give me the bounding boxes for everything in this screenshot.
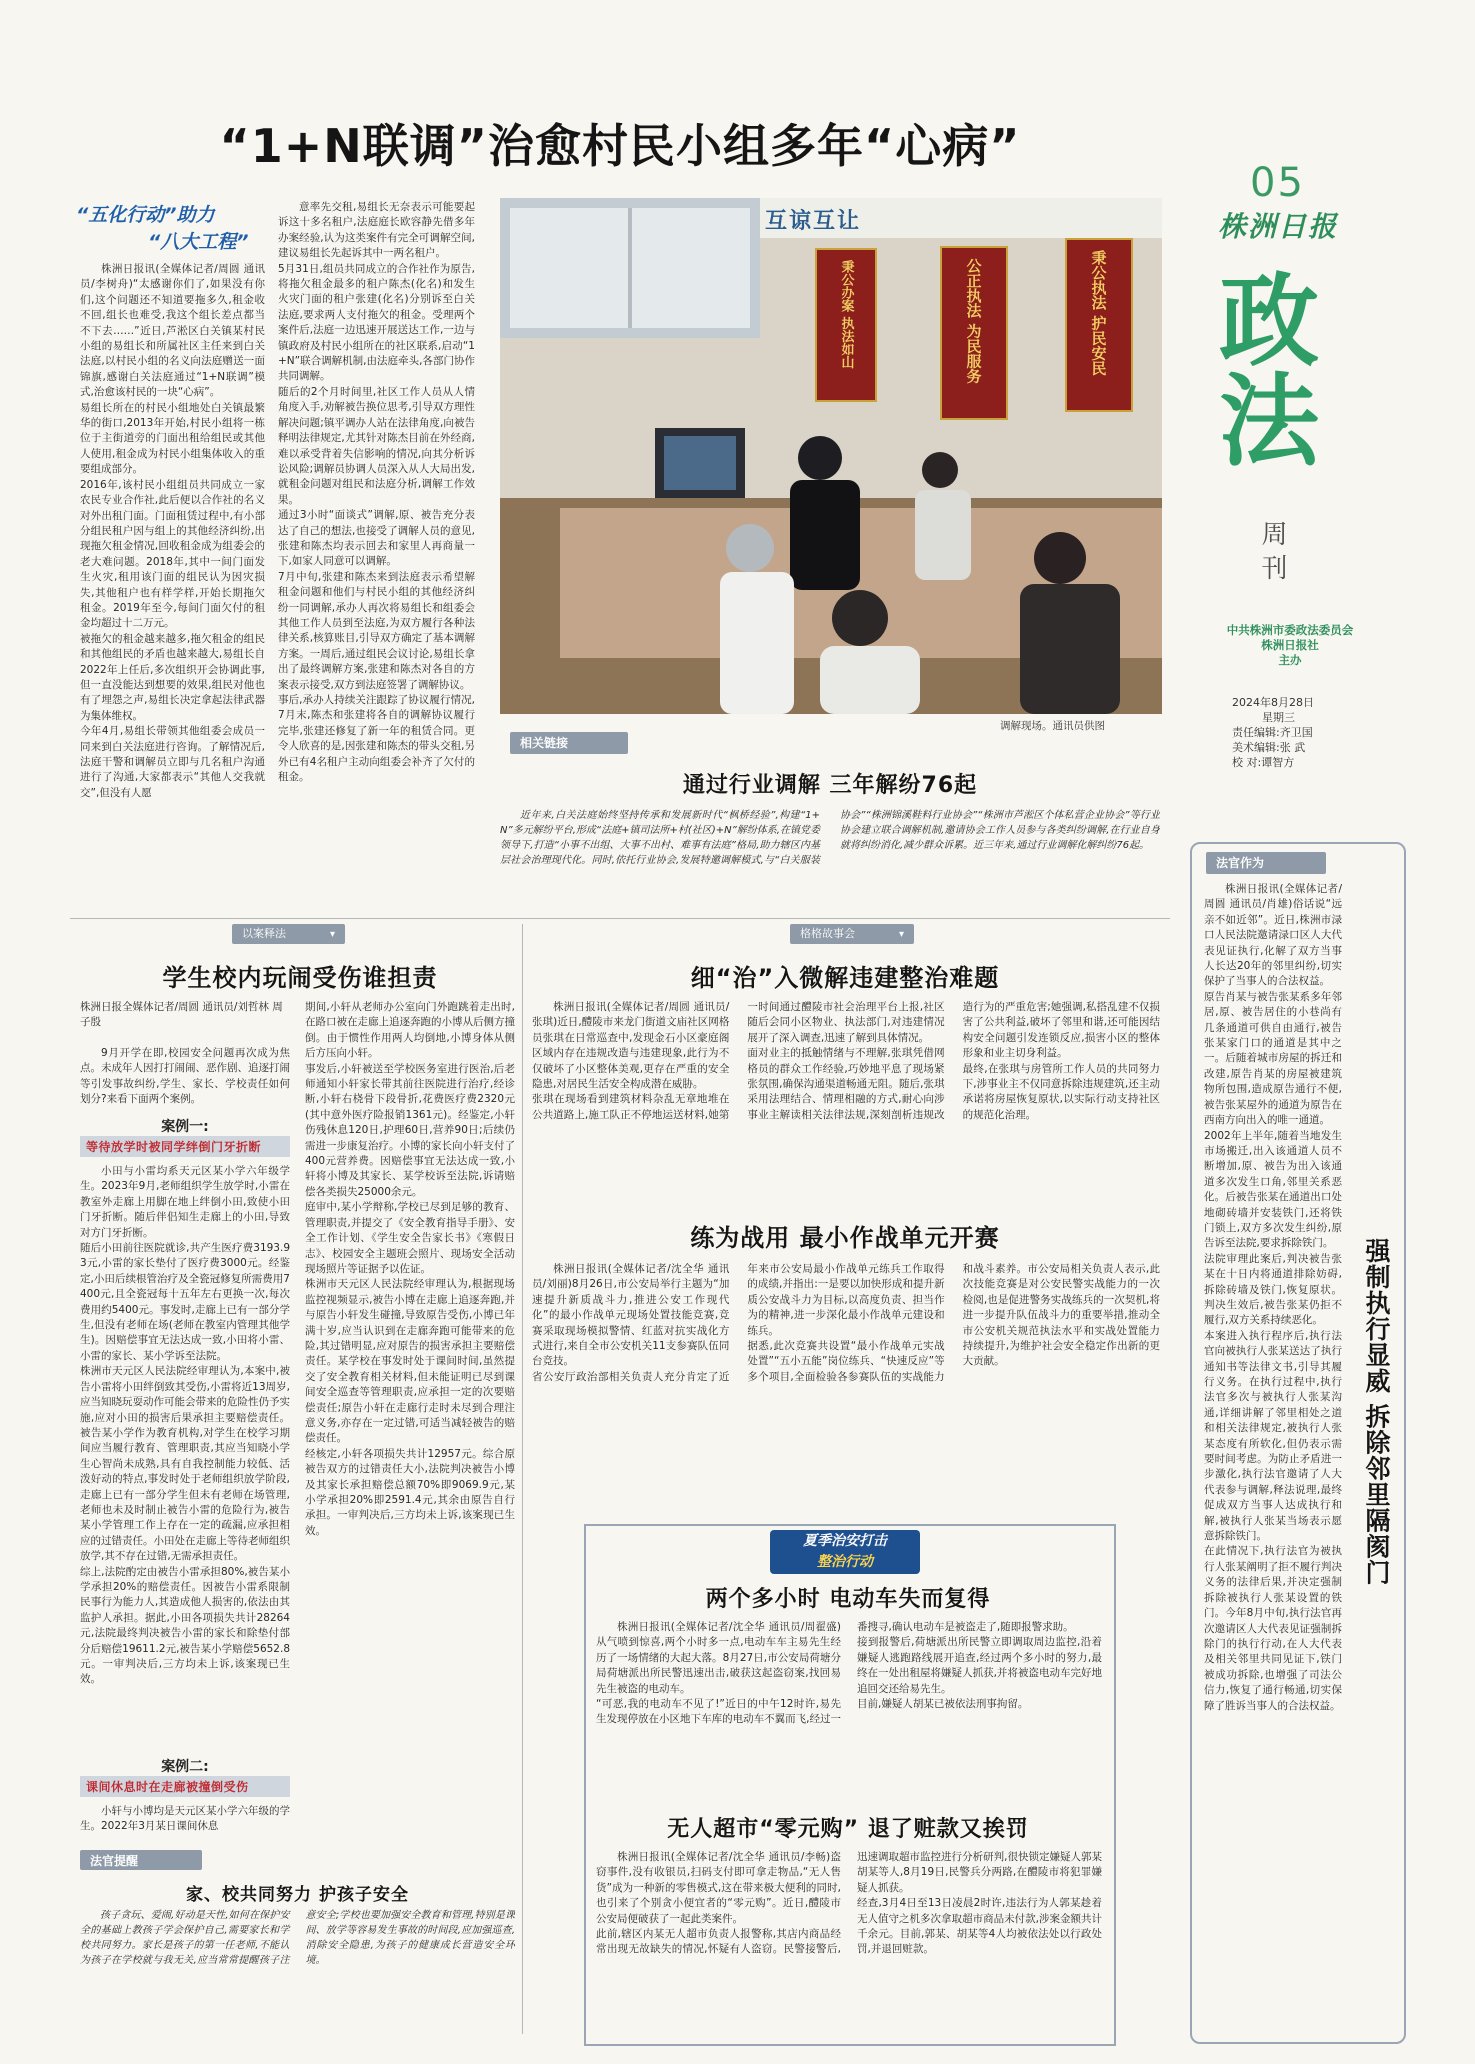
case1-label: 案例一: [161,1119,209,1135]
campaign-headline-2: 无人超市“零元购” 退了赃款又挨罚 [667,1817,1029,1842]
section-subtitle: 周刊 [1257,520,1287,588]
right-column-body: 株洲日报讯(全媒体记者/周圆 通讯员/肖雄)俗话说“远亲不如近邻”。近日,株洲市渌口人民法院邀请渌口区人大代表见证执行,化解了双方当事人长达20年的邻里纠纷,切实保护了当事人的合法权益。 原告肖某与被告张某系多年邻居,原、被告居住的小巷尚有几条通道可供自由通行,被告张某家门口的通道是其中之一。后随着城市房屋的拆迁和改建,原告肖某的房屋被建筑物所包围,造成原告通行不便,被告张某屋外的通道为原告在西南方向出入的唯一通道。 2002年上半年,随着当地发生市场搬迁,出入该通道人员不断增加,原、被告为出入该通道多次发生口角,邻里关系恶化。后被告张某在通道出口处地砌砖墙并安装铁门,还将铁门锁上,双方多次发生纠纷,原告诉至法院,要求拆除铁门。 法院审理此案后,判决被告张某在十日内将通道排除妨碍,拆除砖墙及铁门,恢复原状。判决生效后,被告张某仍拒不履行,双方关系持续恶化。 本案进入执行程序后,执行法官向被执行人张某送达了执行通知书等法律文书,引导其履行义务。在执行过程中,执行法官多次与被执行人张某沟通,详细讲解了邻里相处之道和相关法律规定,被执行人张某态度有所软化,但仍表示需要时间考虑。为防止矛盾进一步激化,执行法官邀请了人大代表参与调解,释法说理,最终促成双方当事人达成执行和解,被执行人张某当场表示愿意拆除铁门。 在此情况下,执行法官为被执行人张某阐明了拒不履行判决义务的法律后果,并决定强制拆除被执行人张某设置的铁门。今年8月中旬,执行法官再次邀请区人大代表见证强制拆除门的执行行动,在人大代表及相关邻里共同见证下,铁门被成功拆除,也增强了司法公信力,恢复了通行畅通,切实保障了胜诉当事人的合法权益。 [1204,883,1342,1712]
case-study-byline: 株洲日报全媒体记者/周圆 通讯员/刘哲林 周子殷 [80,1001,283,1028]
case-study-column-2: 期间,小轩从老师办公室向门外跑跳着走出时,在路口被在走廊上追逐奔跑的小博从后侧方撞倒。由于惯性作用两人均倒地,小博身体从侧后方压向小轩。 事发后,小轩被送至学校医务室进行医治,后老师通知小轩家长带其前往医院进行治疗,经诊断,小轩右桡骨下段骨折,花费医疗费2320元(其中意外医疗险报销1361元)。经鉴定,小轩伤残休息120日,护理60日,营养90日;后续仍需进一步康复治疗。小博的家长向小轩支付了400元营养费。因赔偿事宜无法达成一致,小轩将小博及其家长、某学校诉至法院,诉请赔偿各类损失25000余元。 庭审中,某小学辩称,学校已尽到足够的教育、管理职责,并提交了《安全教育指导手册》、安全工作计划、《学生安全告家长书》《寒假日志》、校园安全主题班会照片、现场安全活动现场照片等证据予以佐证。 株洲市天元区人民法院经审理认为,根据现场监控视频显示,被告小博在走廊上追逐奔跑,并与原告小轩发生碰撞,导致原告受伤,小博已年满十岁,应当认识到在走廊奔跑可能带来的危险,其过错明显,应对原告的损害承担主要赔偿责任。某学校在事发时处于课间时间,虽然提交了安全教育相关材料,但未能证明已尽到课间安全巡查等管理职责,应承担一定的次要赔偿责任;原告小轩在走廊行走时未尽到合理注意义务,亦存在一定过错,可适当减轻被告的赔偿责任。 经核定,小轩各项损失共计12957元。综合原被告双方的过错责任大小,法院判决被告小博及其家长承担赔偿总额70%即9069.9元,某小学承担20%即2591.4元,其余由原告自行承担。一审判决后,三方均未上诉,该案现已生效。 [305,1001,515,1537]
story2-headline: 细“治”入微解违建整治难题 [690,964,1000,992]
paper-name: 株洲日报 [1218,210,1339,243]
related-link-tag [510,732,628,754]
photo-caption: 调解现场。通讯员供图 [1000,720,1105,732]
law-tip-headline: 家、校共同努力 护孩子安全 [186,1885,409,1905]
right-column-headline: 强制执行显威 拆除邻里隔阂门 [1362,1238,1391,1586]
sponsor-line: 株洲日报社 [1261,638,1319,652]
pennant-text: 秉公办案 执法如山 [838,260,854,369]
story3-body: 株洲日报讯(全媒体记者/沈全华 通讯员/刘丽)8月26日,市公安局举行主题为“加速提升新质战斗力,推进公安工作现代化”的最小作战单元现场处置技能竞赛,竞赛采取现场模拟警情、红蓝对抗实战化方式进行,来自全市公安机关11支参赛队伍同台竞技。 省公安厅政治部相关负责人充分肯定了近年来市公安局最小作战单元练兵工作取得的成绩,并指出:一是要以加快形成和提升新质公安战斗力为目标,以高度负责、担当作为的精神,进一步深化最小作战单元建设和练兵。 据悉,此次竞赛共设置“最小作战单元实战处置”“五小五能”岗位练兵、“快速反应”等多个项目,全面检验各参赛队伍的实战能力和战斗素养。市公安局相关负责人表示,此次技能竞赛是对公安民警实战能力的一次检阅,也是促进警务实战练兵的一次契机,将进一步提升队伍战斗力的重要举措,推动全市公安机关规范执法水平和实战处置能力持续提升,为维护社会安全稳定作出新的更大贡献。 [532,1263,1160,1383]
pennant-text: 公正执法 为民服务 [964,258,983,384]
campaign-badge [76,200,266,258]
proofreader: 校 对:谭智方 [1232,756,1295,769]
page-number: 05 [1250,160,1305,206]
column-divider [522,924,523,2034]
lead-column-2: 意率先交租,易组长无奈表示可能要起诉这十多名租户,法庭庭长欧容静先借多年办案经验,认为这类案件有完全可调解空间,建议易组长先起诉其中一两名租户。 5月31日,组员共同成立的合作社作为原告,将拖欠租金最多的租户陈杰(化名)和发生火灾门面的租户张建(化名)分别诉至白关法庭,要求两人支付拖欠的租金。受理两个案件后,法庭一边迅速开展送达工作,一边与镇政府及村民小组所在的社区联系,启动“1+N”联合调解机制,由法庭牵头,各部门协作共同调解。 随后的2个月时间里,社区工作人员从人情角度入手,劝解被告换位思考,引导双方理性解决问题;镇平调办人站在法律角度,向被告释明法律规定,尤其针对陈杰目前在外经商,难以承受背着失信影响的情况,向其分析诉讼风险;调解员协调人员深入从人大局出发,就租金问题对组民和法庭分析,调解工作效果。 通过3小时“面谈式”调解,原、被告充分表达了自己的想法,也接受了调解人员的意见,张建和陈杰均表示回去和家里人再商量一下,如家人同意可以调解。 7月中旬,张建和陈杰来到法庭表示希望解租金问题和他们与村民小组的其他经济纠纷一同调解,承办人再次将易组长和组委会其他工作人员到至法庭,为双方履行各种法律关系,核算账目,引导双方确定了基本调解方案。一周后,通过组民会议讨论,易组长拿出了最终调解方案,张建和陈杰对各自的方案表示接受,双方到法庭签署了调解协议。 事后,承办人持续关注跟踪了协议履行情况,7月末,陈杰和张建将各自的调解协议履行完毕,张建还修复了新一年的租赁合同。更令人欣喜的是,因张建和陈杰的带头交租,另外已有4名租户主动向组委会补齐了欠付的租金。 [278,201,475,784]
pennant-text: 秉公执法 护民安民 [1089,250,1108,376]
case2-body-start: 小轩与小博均是天元区某小学六年级的学生。2022年3月某日课间休息 [80,1805,290,1833]
campaign-body-2: 株洲日报讯(全媒体记者/沈全华 通讯员/李畅)盗窃事件,没有收银员,扫码支付即可拿走物品,“无人售货”成为一种新的零售模式,这在带来极大便利的同时,也引来了个别贪小便宜者的“零元购”。近日,醴陵市公安局便破获了一起此类案件。 此前,辖区内某无人超市负责人报警称,其店内商品经常出现无故缺失的情况,怀疑有人盗窃。民警接警后,迅速调取超市监控进行分析研判,很快锁定嫌疑人郭某胡某等人,8月19日,民警兵分两路,在醴陵市将犯罪嫌疑人抓获。 经查,3月4日至13日凌晨2时许,违法行为人郭某趁着无人值守之机多次拿取超市商品未付款,涉案金额共计千余元。目前,郭某、胡某等4人均被依法处以行政处罚,并退回赃款。 [596,1851,1102,1956]
section-divider [70,918,1170,919]
lead-headline: “1+N联调”治愈村民小组多年“心病” [219,119,1021,173]
case-study-intro: 9月开学在即,校园安全问题再次成为焦点。未成年人因打打闹闹、恶作剧、追逐打闹等引发事故纠纷,学生、家长、学校责任如何划分?来看下面两个案例。 [80,1047,290,1106]
case2-title-bar: 课间休息时在走廊被撞倒受伤 [80,1776,290,1797]
campaign-banner-line: 夏季治安打击 [803,1533,887,1549]
badge-line: “八大工程” [148,231,249,253]
campaign-banner [770,1530,920,1574]
case-study-headline: 学生校内玩闹受伤谁担责 [162,964,438,992]
campaign-banner-line: 整治行动 [817,1554,873,1570]
related-body: 近年来,白关法庭始终坚持传承和发展新时代“枫桥经验”,构建“1+N”多元解纷平台,形成“法庭+镇司法所+村(社区)+N”解纷体系,在镇党委领导下,打造“小事不出组、大事不出村、难事有法庭”格局,助力辖区内基层社会治理现代化。同时,依托行业协会,发展特邀调解模式,与“白关服装协会”“株洲锦溪鞋料行业协会”“株洲市芦淞区个体私营企业协会”等行业协会建立联合调解机制,邀请协会工作人员参与各类纠纷调解,在行业自身就将纠纷消化,减少群众诉累。近三年来,通过行业调解化解纠纷76起。 [500,810,1160,866]
story2-body: 株洲日报讯(全媒体记者/周圆 通讯员/张琪)近日,醴陵市来龙门街道文庙社区网格员张琪在日常巡查中,发现金石小区豪庭阁区域内存在违规改造与违建现象,此行为不仅破坏了小区整体美观,更存在严重的安全隐患,对居民生活安全构成潜在威胁。 张琪在现场看到建筑材料杂乱无章地堆在公共道路上,施工队正不停地运送材料,她第一时间通过醴陵市社会治理平台上报,社区随后会同小区物业、执法部门,对违建情况展开了深入调查,迅速了解到具体情况。 面对业主的抵触情绪与不理解,张琪凭借网格员的群众工作经验,巧妙地平息了现场紧张氛围,确保沟通渠道畅通无阻。随后,张琪采用法理结合、情理相融的方式,耐心向涉事业主解读相关法律法规,深刻剖析违规改造行为的严重危害;她强调,私搭乱建不仅损害了公共利益,破坏了邻里和谐,还可能因结构安全问题引发连锁反应,损害小区的整体形象和业主切身利益。 最终,在张琪与房管所工作人员的共同努力下,涉事业主不仅同意拆除违规建筑,还主动承诺将房屋恢复原状,以实际行动支持社区的规范化治理。 [532,1001,1160,1121]
sponsor-line: 主办 [1278,653,1302,667]
law-tip-label: 法官提醒 [90,1854,139,1868]
pennant-flag [815,248,877,402]
case2-label: 案例二: [161,1759,209,1775]
section-title: 政法 [1202,268,1320,468]
law-tip-tag [80,1850,202,1870]
photo-banner-text: 互谅互让 [765,209,862,234]
lead-column-1: 株洲日报讯(全媒体记者/周圆 通讯员/李树舟)“太感谢你们了,如果没有你们,这个问题还不知道要拖多久,租金收不回,组长也难受,我这个组长差点都当不下去……”近日,芦淞区白关镇某村民小组的易组长和所属社区主任来到白关法庭,以村民小组的名义向法庭赠送一面锦旗,感谢白关法庭通过“1+N联调”模式,治愈该村民的一块“心病”。 易组长所在的村民小组地处白关镇最繁华的街口,2013年开始,村民小组将一栋位于主街道旁的门面出租给组民或其他人使用,租金成为村民小组集体收入的重要组成部分。 2016年,该村民小组组员共同成立一家农民专业合作社,此后便以合作社的名义对外出租门面。门面租赁过程中,有小部分组民租户因与组上的其他经济纠纷,出现拖欠租金情况,回收租金成为组委会的老大难问题。2018年,其中一间门面发生火灾,租用该门面的组民认为因灾损失,其他租户也有样学样,开始长期拖欠租金。2019年至今,每间门面欠付的租金均超过十二万元。 被拖欠的租金越来越多,拖欠租金的组民和其他组民的矛盾也越来越大,易组长自2022年上任后,多次组织开会协调此事,但一直没能达到想要的效果,组民对他也有了埋怨之声,易组长决定拿起法律武器为集体维权。 今年4月,易组长带领其他组委会成员一同来到白关法庭进行咨询。了解情况后,法庭干警和调解员立即与几名租户沟通进行了沟通,大家都表示“其他人交我就交”,但没有人愿 [80,263,265,799]
case1-title-bar: 等待放学时被同学绊倒门牙折断 [80,1136,290,1157]
pennant-flag [1065,238,1133,412]
right-column-tag [1206,852,1326,874]
issue-weekday: 星期三 [1262,711,1295,724]
sponsor-line: 中共株洲市委政法委员会 [1226,623,1354,637]
related-link-label: 相关链接 [520,736,569,750]
related-headline: 通过行业调解 三年解纷76起 [682,773,978,798]
responsible-editor: 责任编辑:齐卫国 [1232,726,1313,739]
art-editor: 美术编辑:张 武 [1232,741,1306,754]
issue-date: 2024年8月28日 [1232,696,1314,709]
campaign-headline-1: 两个多小时 电动车失而复得 [705,1587,991,1612]
story3-headline: 练为战用 最小作战单元开赛 [690,1224,1000,1252]
right-column-tag-label: 法官作为 [1216,856,1265,870]
case1-body: 小田与小雷均系天元区某小学六年级学生。2023年9月,老师组织学生放学时,小雷在教室外走廊上用脚在地上绊倒小田,致使小田门牙折断。随后伴侣知生走廊上的小田,导致对方门牙折断。 随后小田前往医院就诊,共产生医疗费3193.93元,小雷的家长垫付了医疗费3000元。经鉴定,小田后续根管治疗及全瓷冠修复所需费用7400元,且全瓷冠每十五年左右更换一次,每次费用约5400元。事发时,走廊上已有一部分学生,但没有老师在场(老师在教室内管理其他学生)。因赔偿事宜无法达成一致,小田将小雷、小雷的家长、某小学诉至法院。 株洲市天元区人民法院经审理认为,本案中,被告小雷将小田绊倒致其受伤,小雷将近13周岁,应当知晓玩耍动作可能会带来的危险性仍予实施,应对小田的损害后果承担主要赔偿责任。被告某小学作为教育机构,对学生在校学习期间应当履行教育、管理职责,其应当知晓小学生心智尚未成熟,具有自我控制能力较低、活泼好动的特点,事发时处于老师组织放学阶段,走廊上已有一部分学生但未有老师在场管理,老师也未及时制止被告小雷的危险行为,被告某小学管理工作上存在一定的疏漏,应承担相应的过错责任。小田处在走廊上等待老师组织放学,其不存在过错,无需承担责任。 综上,法院酌定由被告小雷承担80%,被告某小学承担20%的赔偿责任。因被告小雷系限制民事行为能力人,其造成他人损害的,依法由其监护人承担。据此,小田各项损失共计28264元,法院最终判决被告小雷的家长和除垫付部分后赔偿19611.2元,被告某小学赔偿5652.8元。一审判决后,三方均未上诉,该案现已生效。 [80,1165,290,1686]
pennant-flag [940,246,1008,420]
case-study-tag: 以案释法 ▾ [232,924,345,944]
badge-line: “五化行动”助力 [76,204,215,226]
mediation-photo [500,198,1162,714]
story2-tag: 格格故事会 ▾ [790,924,914,944]
campaign-body-1: 株洲日报讯(全媒体记者/沈全华 通讯员/周翟盛)从气喷到惊喜,两个小时多一点,电动车车主易先生经历了一场情绪的大起大落。8月27日,市公安局荷塘分局荷塘派出所民警迅速出击,破获这起盗窃案,找回易先生被盗的电动车。 “可恶,我的电动车不见了!”近日的中午12时许,易先生发现停放在小区地下车库的电动车不翼而飞,经过一番搜寻,确认电动车是被盗走了,随即报警求助。 接到报警后,荷塘派出所民警立即调取周边监控,沿着嫌疑人逃跑路线展开追查,经过两个多小时的努力,最终在一处出租屋将嫌疑人抓获,并将被盗电动车完好地追回交还给易先生。 目前,嫌疑人胡某已被依法刑事拘留。 [596,1621,1102,1726]
law-tip-body: 孩子贪玩、爱闹,好动是天性,如何在保护安全的基础上教孩子学会保护自己,需要家长和学校共同努力。家长是孩子的第一任老师,不能认为孩子在学校就与我无关,应当常常提醒孩子注意安全;学校也要加强安全教育和管理,特别是课间、放学等容易发生事故的时间段,应加强巡查,消除安全隐患,为孩子的健康成长营造安全环境。 [80,1910,515,1966]
